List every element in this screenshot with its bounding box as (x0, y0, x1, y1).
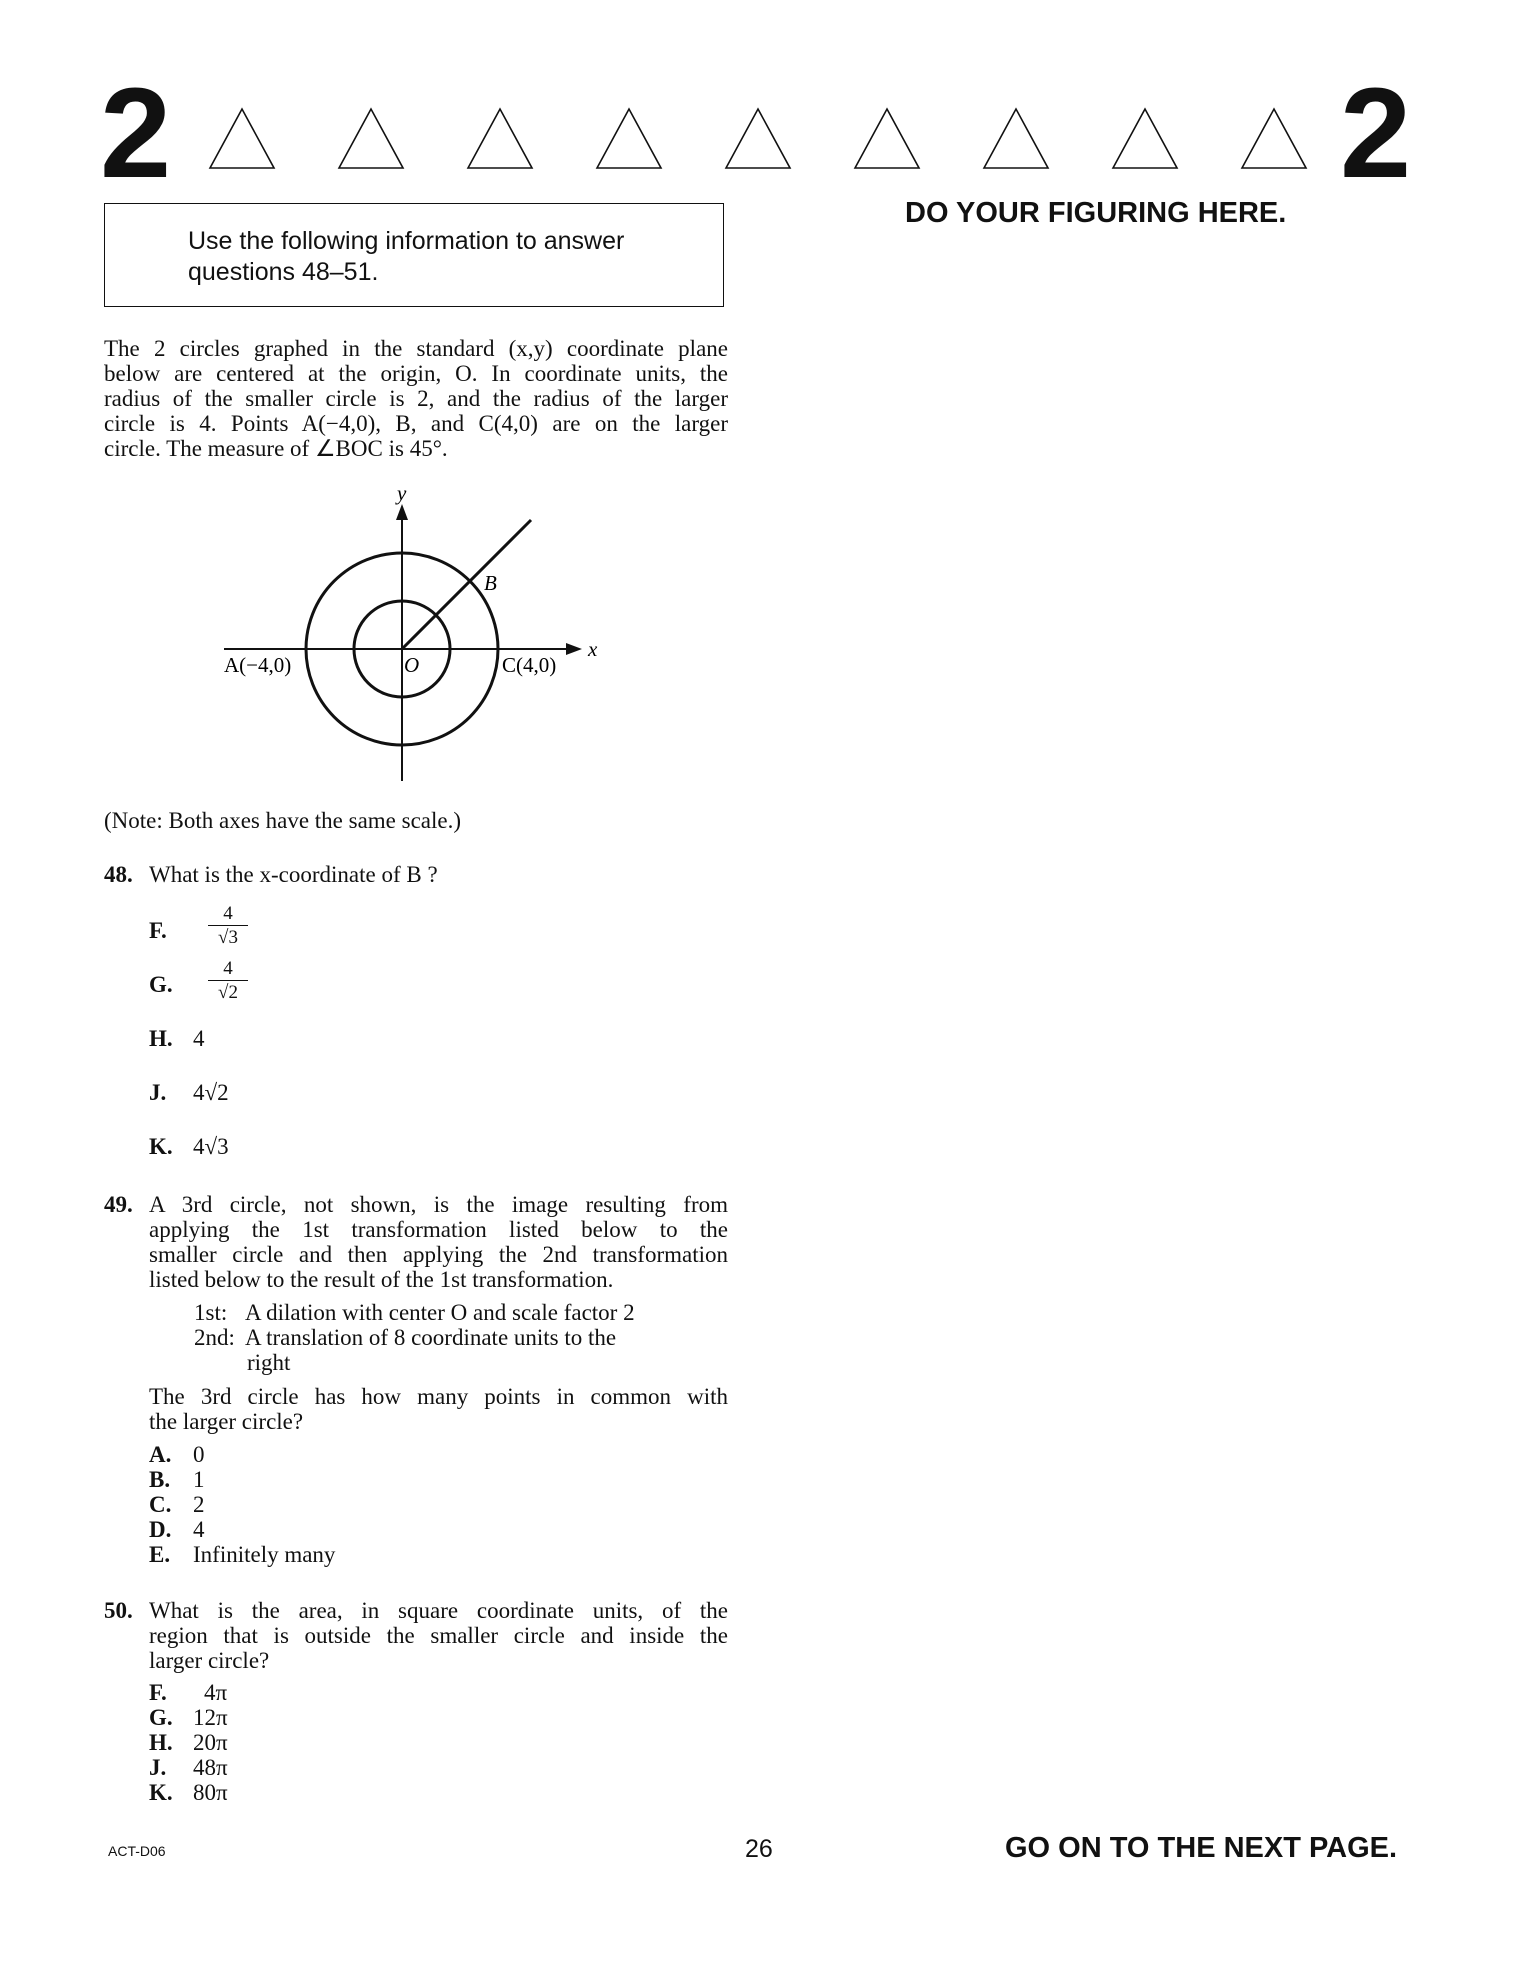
option-text: 20π (193, 1730, 228, 1755)
fraction-f (208, 903, 248, 950)
answer-option-g[interactable] (149, 972, 193, 998)
option-text: 80π (193, 1780, 228, 1805)
triangle-icon (1113, 109, 1177, 168)
figure-note: (Note: Both axes have the same scale.) (104, 808, 462, 833)
intro-line: circle. The measure of ∠BOC is 45°. (104, 436, 448, 461)
option-text: 1 (193, 1467, 205, 1492)
question-line: What is the area, in square coordinate units, of the (149, 1598, 728, 1623)
answer-option-j[interactable] (149, 1080, 229, 1106)
answer-option-c[interactable] (149, 1492, 335, 1517)
question-48 (104, 862, 728, 1162)
option-text: 0 (193, 1442, 205, 1467)
fraction-g (208, 958, 248, 1005)
denominator: √2 (218, 982, 238, 1003)
info-box (104, 203, 724, 307)
option-letter: F. (149, 1680, 167, 1705)
answer-options-50 (149, 1680, 228, 1805)
option-text: Infinitely many (193, 1542, 336, 1567)
intro-line: circle is 4. Points A(−4,0), B, and C(4,0) are on the larger (104, 411, 728, 436)
intro-line: radius of the smaller circle is 2, and the radius of the larger (104, 386, 728, 411)
denominator: √3 (218, 927, 238, 948)
option-letter: A. (149, 1442, 172, 1467)
answer-option-j[interactable] (149, 1755, 228, 1780)
question-line: smaller circle and then applying the 2nd transformation (149, 1242, 728, 1267)
question-line: A 3rd circle, not shown, is the image resulting from (149, 1192, 728, 1217)
question-line: larger circle? (149, 1648, 270, 1673)
question-number: 50. (104, 1598, 133, 1623)
footer-code: ACT-D06 (108, 1843, 166, 1859)
question-number: 48. (104, 862, 133, 887)
answer-option-h[interactable] (149, 1026, 205, 1052)
option-text: 4√3 (193, 1134, 229, 1159)
info-box-line: questions 48–51. (188, 258, 379, 286)
numerator: 4 (208, 903, 248, 926)
question-49 (104, 1192, 728, 1292)
option-text: 4 (193, 1026, 205, 1051)
option-letter: D. (149, 1517, 172, 1542)
point-a-label: A(−4,0) (224, 653, 292, 677)
question-text: What is the x-coordinate of B ? (149, 862, 438, 887)
option-letter: E. (149, 1542, 171, 1567)
coordinate-figure (210, 478, 630, 788)
option-letter: F. (149, 918, 167, 943)
page-number: 26 (745, 1835, 773, 1863)
triangle-icon (597, 109, 661, 168)
step-label: 2nd: (194, 1325, 235, 1350)
question-49-prompt (149, 1384, 728, 1434)
question-number: 49. (104, 1192, 133, 1217)
intro-line: below are centered at the origin, O. In coordinate units, the (104, 361, 728, 386)
triangle-icon (210, 109, 274, 168)
y-axis-label: y (397, 481, 407, 505)
answer-option-a[interactable] (149, 1442, 335, 1467)
step-text: right (247, 1350, 291, 1375)
option-text: 4 (193, 1517, 205, 1542)
option-text: 2 (193, 1492, 205, 1517)
question-line: The 3rd circle has how many points in common with (149, 1384, 728, 1409)
option-letter: H. (149, 1026, 173, 1051)
triangle-icon (468, 109, 532, 168)
option-letter: K. (149, 1780, 173, 1805)
option-letter: H. (149, 1730, 173, 1755)
triangle-icon (726, 109, 790, 168)
answer-option-f[interactable] (149, 1680, 228, 1705)
question-line: region that is outside the smaller circle and inside the (149, 1623, 728, 1648)
answer-option-e[interactable] (149, 1542, 335, 1567)
intro-paragraph (104, 336, 728, 461)
option-letter: G. (149, 972, 173, 997)
ray-ob (402, 520, 531, 649)
answer-option-k[interactable] (149, 1780, 228, 1805)
option-letter: C. (149, 1492, 172, 1517)
question-line: the larger circle? (149, 1409, 304, 1434)
triangle-icon (984, 109, 1048, 168)
option-letter: J. (149, 1080, 167, 1105)
x-axis-label: x (588, 637, 598, 661)
numerator: 4 (208, 958, 248, 981)
option-text: 4√2 (193, 1080, 229, 1105)
info-box-line: Use the following information to answer (188, 227, 625, 255)
question-line: listed below to the result of the 1st transformation. (149, 1267, 614, 1292)
point-c-label: C(4,0) (502, 653, 557, 677)
section-number-right: 2 (1340, 62, 1412, 205)
option-letter: B. (149, 1467, 171, 1492)
option-text: 4π (204, 1680, 228, 1705)
answer-option-g[interactable] (149, 1705, 228, 1730)
answer-option-d[interactable] (149, 1517, 335, 1542)
step-text: A dilation with center O and scale factor 2 (245, 1300, 635, 1325)
step-text: A translation of 8 coordinate units to the (245, 1325, 617, 1350)
section-number-left: 2 (100, 62, 172, 205)
triangle-icon (1242, 109, 1306, 168)
intro-line: The 2 circles graphed in the standard (x,y) coordinate plane (104, 336, 728, 361)
next-page-label: GO ON TO THE NEXT PAGE. (1005, 1832, 1398, 1864)
triangle-decoration-row (205, 105, 1325, 175)
question-line: applying the 1st transformation listed below to the (149, 1217, 728, 1242)
answer-option-h[interactable] (149, 1730, 228, 1755)
option-letter: K. (149, 1134, 173, 1159)
origin-label: O (404, 653, 420, 677)
y-axis-arrow-icon (396, 504, 408, 520)
triangle-icon (855, 109, 919, 168)
option-letter: J. (149, 1755, 167, 1780)
question-50 (104, 1598, 728, 1673)
option-text: 12π (193, 1705, 228, 1730)
triangle-icon (339, 109, 403, 168)
answer-options-49 (149, 1442, 335, 1567)
transformation-list (194, 1300, 714, 1375)
x-axis-arrow-icon (566, 643, 582, 655)
point-b-label: B (484, 571, 497, 595)
answer-option-k[interactable] (149, 1134, 229, 1160)
figuring-label: DO YOUR FIGURING HERE. (905, 197, 1287, 229)
step-label: 1st: (194, 1300, 228, 1325)
answer-option-b[interactable] (149, 1467, 335, 1492)
option-text: 48π (193, 1755, 228, 1780)
option-letter: G. (149, 1705, 173, 1730)
answer-option-f[interactable] (149, 918, 193, 944)
